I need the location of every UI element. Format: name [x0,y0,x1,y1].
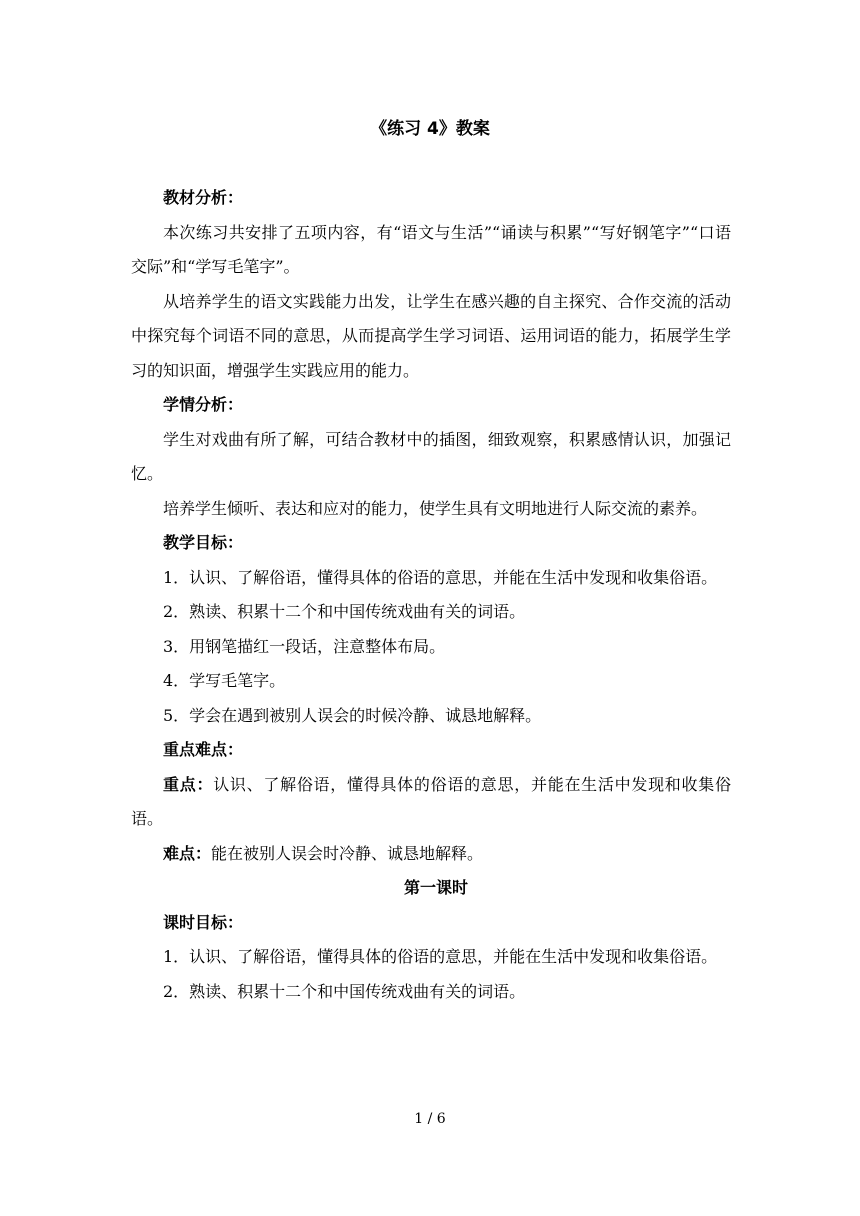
section-heading-textbook-analysis: 教材分析： [163,188,244,207]
paragraph-learner-skills: 培养学生倾听、表达和应对的能力，使学生具有文明地进行人际交流的素养。 [163,498,708,518]
difficulty-label: 难点： [163,843,212,863]
document-title: 《练习 4》教案 [370,119,490,139]
section-heading-teaching-goals: 教学目标： [163,533,244,552]
lesson-heading: 第一课时 [403,878,468,897]
teaching-goal-item: 3．用钢笔描红一段话，注意整体布局。 [163,636,446,656]
document-body [131,181,731,1009]
teaching-goal-item: 1．认识、了解俗语，懂得具体的俗语的意思，并能在生活中发现和收集俗语。 [163,567,718,587]
lesson-goal-item: 1．认识、了解俗语，懂得具体的俗语的意思，并能在生活中发现和收集俗语。 [163,947,718,966]
section-heading-key-difficulties: 重点难点： [163,740,244,759]
paragraph-textbook-approach: 从培养学生的语文实践能力出发，让学生在感兴趣的自主探究、合作交流的活动中探究每个词语不同的意思，从而提高学生学习词语、运用词语的能力，拓展学生学习的知识面，增强学生实践应用的能力。 [131,291,731,380]
page-number: 1 / 6 [414,1111,446,1127]
section-heading-learner-analysis: 学情分析： [163,395,244,414]
teaching-goal-item: 5．学会在遇到被别人误会的时候冷静、诚恳地解释。 [163,705,542,725]
lesson-goal-item: 2．熟读、积累十二个和中国传统戏曲有关的词语。 [163,981,526,1001]
key-point-paragraph [131,768,731,837]
paragraph-learner-understanding: 学生对戏曲有所了解，可结合教材中的插图，细致观察，积累感情认识，加强记忆。 [131,429,731,483]
teaching-goal-item: 2．熟读、积累十二个和中国传统戏曲有关的词语。 [163,602,526,621]
difficulty-paragraph [131,837,731,872]
key-point-label: 重点： [163,774,214,794]
section-heading-lesson-goals: 课时目标： [163,912,244,932]
paragraph-textbook-content: 本次练习共安排了五项内容，有“语文与生活”“诵读与积累”“写好钢笔字”“口语交际”和“学写毛笔字”。 [131,222,731,276]
difficulty-text: 能在被别人误会时冷静、诚恳地解释。 [211,843,484,863]
key-point-text: 认识、了解俗语，懂得具体的俗语的意思，并能在生活中发现和收集俗语。 [131,774,731,828]
teaching-goal-item: 4．学写毛笔字。 [163,671,286,690]
